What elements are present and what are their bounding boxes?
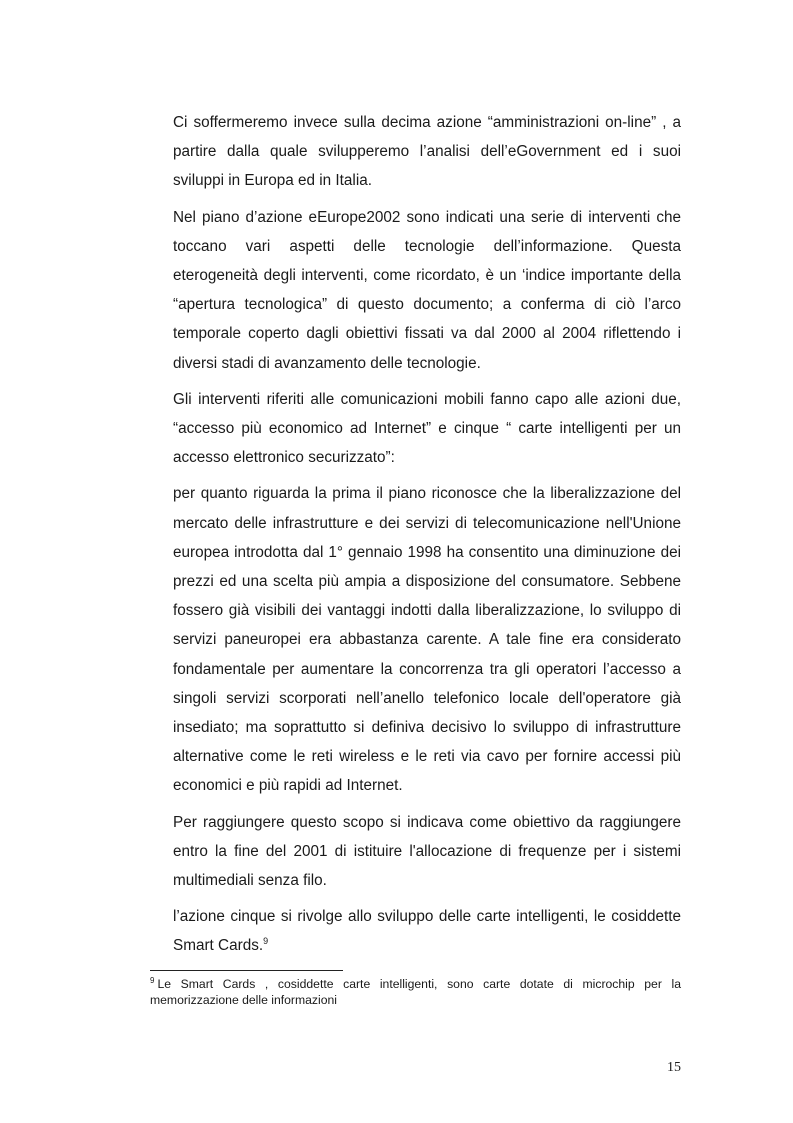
paragraph: per quanto riguarda la prima il piano riconosce che la liberalizzazione del mercato delle infrastrutture e dei servizi di telecomunicazione nell'Unione europea introdotta dal 1° gennaio 1998 ha consentito una diminuzione dei prezzi ed una scelta più ampia a disposizione del consumatore. Sebbene fossero già visibili dei vantaggi indotti dalla liberalizzazione, lo sviluppo di servizi paneuropei era abbastanza carente. A tale fine era considerato fondamentale per aumentare la concorrenza tra gli operatori l’accesso a singoli servizi scorporati nell’anello telefonico locale dell'operatore già insediato; ma soprattutto si definiva decisivo lo sviluppo di infrastrutture alternative come le reti wireless e le reti via cavo per fornire accessi più economici e più rapidi ad Internet. (173, 485, 681, 795)
footnote-marker: 9 (150, 976, 155, 985)
page-number: 15 (667, 1060, 681, 1075)
body-text (173, 108, 681, 968)
paragraph: Gli interventi riferiti alle comunicazioni mobili fanno capo alle azioni due, “accesso più economico ad Internet” e cinque “ carte intelligenti per un accesso elettronico securizzato”: (173, 390, 681, 467)
footnote-divider (150, 970, 343, 971)
footnote-text: Le Smart Cards , cosiddette carte intelligenti, sono carte dotate di microchip per la memorizzazione delle informazioni (150, 977, 681, 1007)
paragraph-text: l’azione cinque si rivolge allo sviluppo delle carte intelligenti, le cosiddette Smart Cards. (173, 908, 681, 955)
footnote (150, 976, 681, 1008)
paragraph: Nel piano d’azione eEurope2002 sono indicati una serie di interventi che toccano vari aspetti delle tecnologie dell’informazione. Questa eterogeneità degli interventi, come ricordato, è un ‘indice importante della “apertura tecnologica” di questo documento; a conferma di ciò l’arco temporale coperto dagli obiettivi fissati va dal 2000 al 2004 riflettendo i diversi stadi di avanzamento delle tecnologie. (173, 208, 681, 372)
paragraph-with-footnote-ref (173, 902, 681, 960)
footnote-reference[interactable]: 9 (263, 936, 269, 947)
paragraph: Per raggiungere questo scopo si indicava come obiettivo da raggiungere entro la fine del 2001 di istituire l'allocazione di frequenze per i sistemi multimediali senza filo. (173, 813, 681, 890)
paragraph: Ci soffermeremo invece sulla decima azione “amministrazioni on-line” , a partire dalla quale svilupperemo l’analisi dell’eGovernment ed i suoi sviluppi in Europa ed in Italia. (173, 114, 681, 190)
